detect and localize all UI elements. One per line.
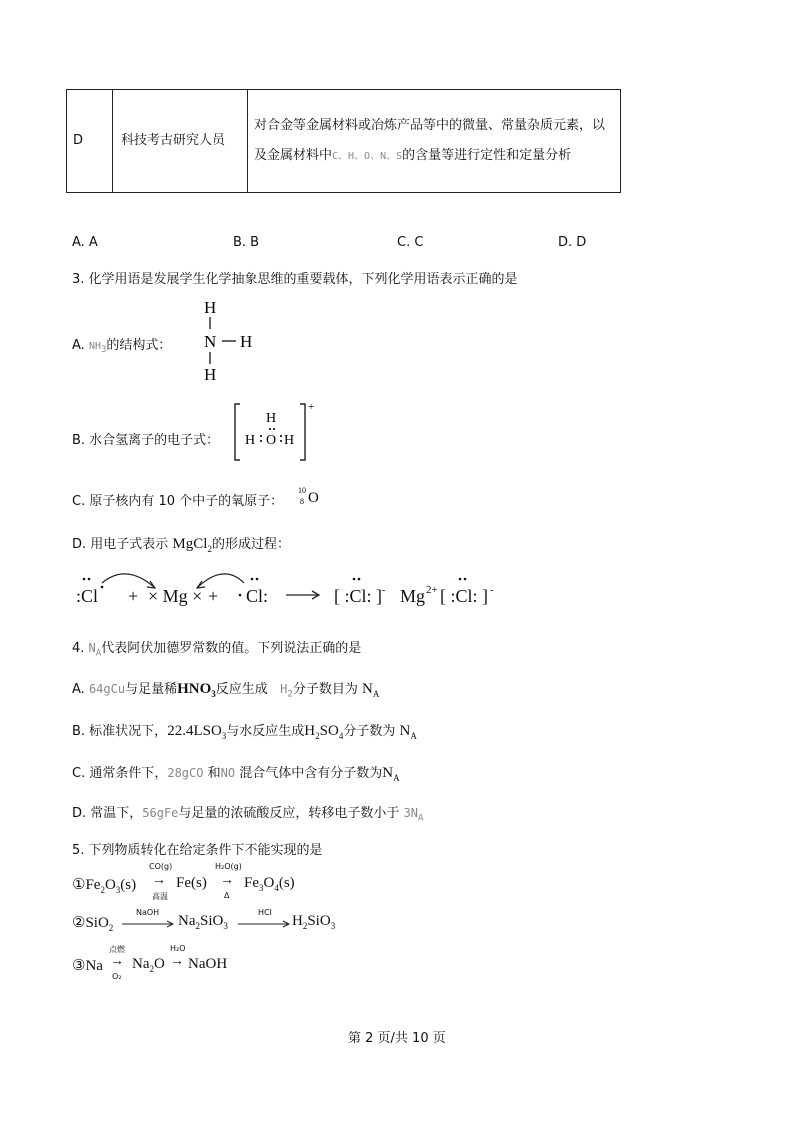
q3-option-d: D. 用电子式表示 MgCl$_2$的形成过程： <box>72 536 290 554</box>
na-symbol: $N_A$ <box>88 641 102 659</box>
content-suffix: 的含量等进行定性和定量分析 <box>402 147 572 163</box>
q3-option-a: A. $NH_3$的结构式： <box>72 338 172 355</box>
svg-text:2+: 2+ <box>426 584 438 596</box>
mgcl2-formation-process <box>66 565 516 615</box>
question-3-stem: 3. 化学用语是发展学生化学抽象思维的重要载体，下列化学用语表示正确的是 <box>72 272 518 287</box>
q3-option-c: C. 原子核内有 10 个中子的氧原子： <box>72 494 284 509</box>
question-4-stem: 4. $N_A$代表阿伏加德罗常数的值。下列说法正确的是 <box>72 641 362 659</box>
svg-text:-: - <box>382 585 386 596</box>
svg-text:Mg: Mg <box>400 586 426 606</box>
q4-option-b: B. 标准状况下，$22.4LSO_3$与水反应生成$H_2SO_4$分子数为 $N_A$ <box>72 723 417 741</box>
question-5-stem: 5. 下列物质转化在给定条件下不能实现的是 <box>72 843 323 858</box>
reaction-1: $①Fe_2O_3(s)$ CO(g) → 高温 Fe(s) H₂O(g) → Δ $Fe_3O_4(s)$ <box>72 862 295 901</box>
svg-text:+: + <box>128 586 139 606</box>
svg-text:+: + <box>308 401 315 413</box>
svg-text:10: 10 <box>298 486 306 495</box>
svg-text:[ :Cl: ]: [ :Cl: ] <box>440 586 488 606</box>
oxygen-18-symbol <box>296 484 324 508</box>
svg-text:H: H <box>284 433 295 448</box>
reaction-2: ②SiO$_2$ NaOH $Na_2SiO_3$ HCl $H_2SiO_3$ <box>72 908 336 933</box>
option-b: B. B <box>233 235 260 250</box>
svg-text:O: O <box>266 433 277 448</box>
q4-option-c: C. 通常条件下，28gCO 和NO 混合气体中含有分子数为$N_A$ <box>72 765 400 783</box>
svg-text:H: H <box>204 365 217 384</box>
q4-option-d: D. 常温下，56gFe与足量的浓硫酸反应，转移电子数小于 $3N_A$ <box>72 806 424 824</box>
q3-option-b: B. 水合氢离子的电子式： <box>72 433 220 448</box>
svg-text:H: H <box>204 298 217 317</box>
option-c: C. C <box>397 235 424 250</box>
svg-text:H: H <box>240 332 253 351</box>
option-d: D. D <box>558 235 587 250</box>
row-label: D <box>67 90 113 193</box>
svg-text:-: - <box>490 585 494 596</box>
svg-text:O: O <box>308 490 319 506</box>
page-footer: 第 2 页/共 10 页 <box>348 1031 446 1046</box>
table-row <box>67 90 621 193</box>
mgcl2-formula: MgCl$_2$ <box>172 536 212 554</box>
svg-text:+: + <box>208 586 219 606</box>
svg-text:Cl:: Cl: <box>246 586 269 606</box>
svg-text:× Mg ×: × Mg × <box>148 586 203 606</box>
q4-option-a: A. 64gCu与足量稀$HNO_3$反应生成 $H_2$分子数目为 $N_A$ <box>72 681 380 700</box>
nh3-structure <box>196 296 266 384</box>
role-cell: 科技考古研究人员 <box>113 90 248 193</box>
svg-text:H: H <box>245 433 256 448</box>
reaction-3: ③Na 点燃 → O₂ $Na_2O$ H₂O → NaOH <box>72 944 228 981</box>
svg-text:8: 8 <box>300 497 304 506</box>
element-list: C、H、O、N、S <box>332 150 403 162</box>
svg-text:[ :Cl: ]: [ :Cl: ] <box>334 586 382 606</box>
content-cell <box>248 90 621 193</box>
content-prefix: 对合金等金属材料或冶炼产品等中的微量、常量杂质元素，以及金属材料中 <box>254 117 606 163</box>
nh3-formula: $NH_3$ <box>88 341 107 355</box>
hydronium-electron-formula <box>232 400 324 466</box>
svg-text:H: H <box>266 411 277 426</box>
svg-text:N: N <box>204 332 217 351</box>
svg-text::Cl: :Cl <box>76 586 99 606</box>
answer-table <box>66 89 621 193</box>
option-a: A. A <box>72 235 98 250</box>
